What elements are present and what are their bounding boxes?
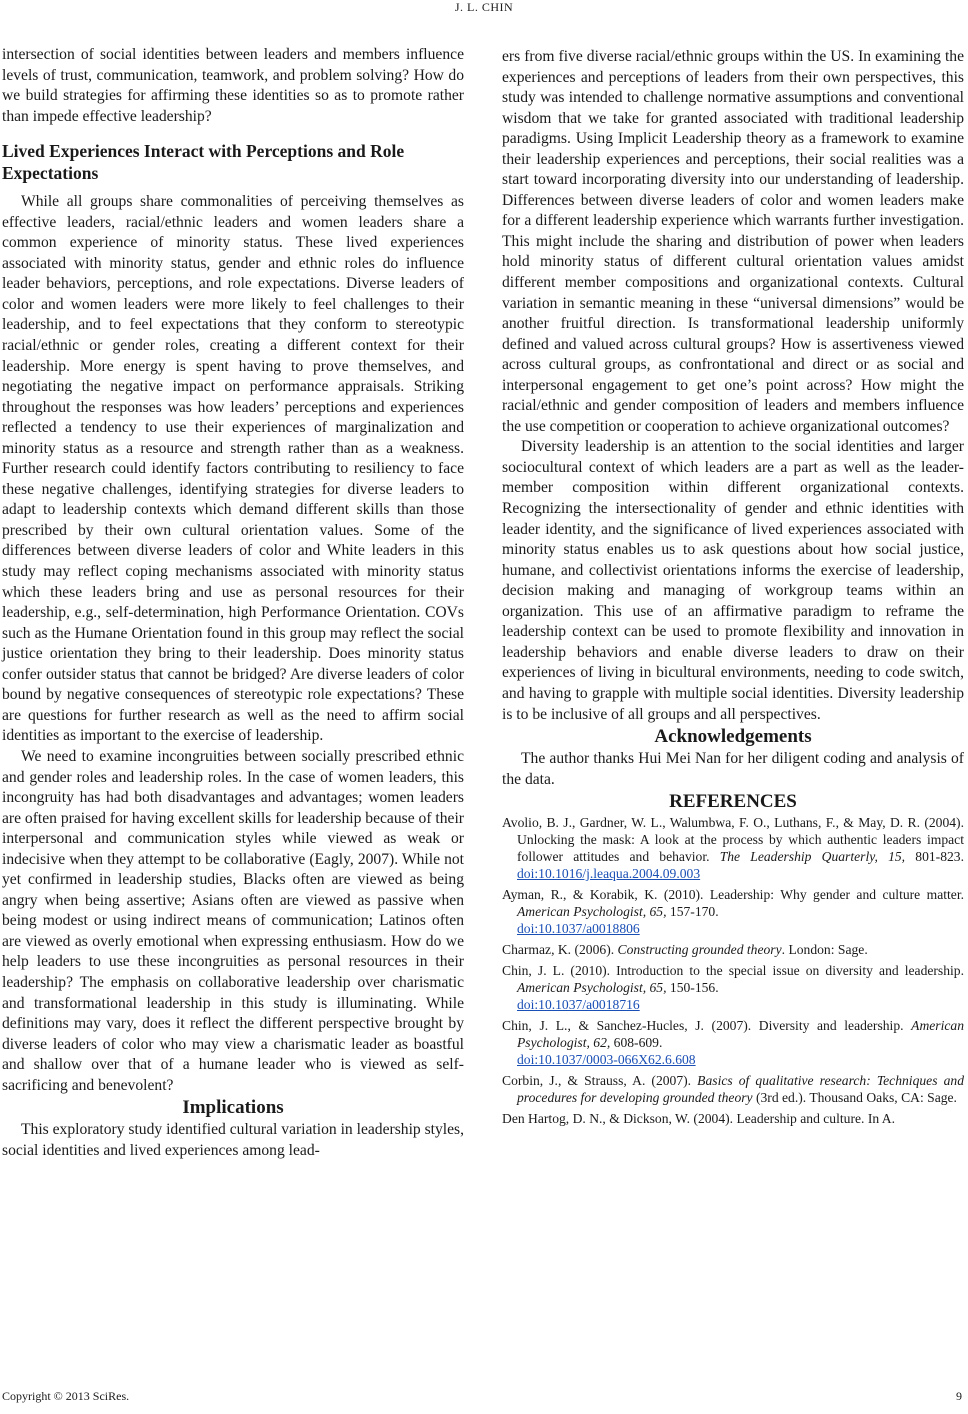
reference-item: Ayman, R., & Korabik, K. (2010). Leadership: Why gender and culture matter. American Psychologist, 65, 157-170. doi:10.1037/a0018806 [502,887,964,937]
doi-link[interactable]: doi:10.1037/a0018806 [517,921,640,937]
body-paragraph: ers from five diverse racial/ethnic groups within the US. In examining the experiences and perceptions of leaders from their own perspectives, this study was intended to challenge normative assumptions and conventional wisdom that we take for granted associated with traditional leadership paradigms. Using Implicit Leadership theory as a framework to examine their leadership experiences and perceptions, their social realities was a start toward incorporating diversity into our understanding of leadership. Differences between diverse leaders of color and women leaders make for a different leadership experience which warrants further investigation. This might include the sharing and distribution of power when leaders hold minority status of different cultural orientation values amidst different member compositions and organizational contexts. Cultural variation in semantic meaning in these “universal dimensions” would be another fruitful direction. Is transformational leadership uniformly defined and valued across cultural groups? How is assertiveness viewed across cultural groups, as confrontational and direct or as social and interpersonal engagement to get one’s point across? How might the racial/ethnic and gender composition of leaders and members influence the use competition or cooperation to achieve organizational outcomes? [502,48,964,435]
reference-list [502,814,964,1127]
doi-link[interactable]: doi:10.1037/0003-066X62.6.608 [517,1052,696,1068]
implications-paragraph: This exploratory study identified cultural variation in leadership styles, social identities and lived experiences among lead- [2,1121,465,1159]
body-paragraph: While all groups share commonalities of perceiving themselves as effective leaders, racial/ethnic leaders and women leaders share a common experience of minority status. These lived experiences associated with minority status, gender and ethnic roles do influence leader behaviors, perceptions, and role expectations. Diverse leaders of color and women leaders were more likely to feel challenges to their leadership, and to feel expectations that they conform to stereotypic racial/ethnic or gender roles, creating a different context for their leadership. More energy is spent having to prove themselves, and negotiating the negative impact on performance appraisals. Striking throughout the responses was how leaders’ perceptions and experiences reflected a tendency to use their experiences of marginalization and minority status as a resource and strength rather than as a weakness. Further research could identify factors contributing to resiliency to face these negative challenges, identifying strategies for diverse leaders to adapt to leadership contexts which demand different skills than those prescribed by their own cultural orientation values. Some of the differences between diverse leaders of color and White leaders in this study may reflect coping mechanisms associated with minority status which these leaders bring and use as personal resources for their leadership, e.g., self-determination, high Performance Orientation. COVs such as the Humane Orientation found in this group may reflect the social justice orientation they bring to their leadership. Does minority status confer outsider status that cannot be bridged? Are diverse leaders of color bound by negative consequences of stereotypic role expectations? These are questions for further research as well as the need to affirm social identities as important to the exercise of leadership. [2,193,464,745]
doi-link[interactable]: doi:10.1016/j.leaqua.2004.09.003 [517,866,701,882]
reference-item: Corbin, J., & Strauss, A. (2007). Basics of qualitative research: Techniques and procedures for developing grounded theory (3rd ed.). Thousand Oaks, CA: Sage. [502,1073,964,1106]
doi-link[interactable]: doi:10.1037/a0018716 [517,997,640,1013]
copyright-notice: Copyright © 2013 SciRes. [2,1389,130,1403]
left-column [2,45,464,1161]
intro-paragraph: intersection of social identities between leaders and members influence levels of trust, communication, teamwork, and problem solving? How do we build strategies for affirming these identities so as to promote rather than impede effective leadership? [2,46,464,125]
acknowledgements-text: The author thanks Hui Mei Nan for her diligent coding and analysis of the data. [502,750,964,788]
reference-item: Avolio, B. J., Gardner, W. L., Walumbwa, F. O., Luthans, F., & May, D. R. (2004). Unlocking the mask: A look at the process by which authentic leaders impact follower attitudes and behavior. The Leadership Quarterly, 15, 801-823. doi:10.1016/j.leaqua.2004.09.003 [502,815,964,882]
references-heading: REFERENCES [669,791,797,813]
body-paragraph: We need to examine incongruities between socially prescribed ethnic and gender roles and leadership roles. In the case of women leaders, this incongruity has had both disadvantages and advantages; women leaders are often praised for having excellent skills for leadership because of their interpersonal and communication styles while viewed as weak or indecisive when they attempt to be collaborative (Eagly, 2007). While not yet confirmed in leadership studies, Blacks often are viewed as being angry when being assertive; Asians often are viewed as passive when being modest or using indirect means of communication; Latinos often are viewed as overly emotional when expressing enthusiasm. How do we help leaders to use these incongruities as personal resources in their leadership? The emphasis on collaborative leadership over charismatic and transformational leadership in this study is illuminating. While definitions may vary, does it reflect the different perspective brought by diverse leaders of color who may view a charismatic leader as boastful and shallow over that of a humane leader who is viewed as self-sacrificing and benevolent? [2,747,464,1094]
reference-item: Chin, J. L., & Sanchez-Hucles, J. (2007). Diversity and leadership. American Psychologist, 62, 608-609. doi:10.1037/0003-066X62.6.608 [502,1018,964,1068]
reference-item: Chin, J. L. (2010). Introduction to the special issue on diversity and leadership. American Psychologist, 65, 150-156. doi:10.1037/a0018716 [502,963,964,1013]
right-column [502,47,964,1131]
reference-item: Den Hartog, D. N., & Dickson, W. (2004). Leadership and culture. In A. [502,1111,896,1127]
running-head: J. L. CHIN [454,0,514,14]
section-heading: Lived Experiences Interact with Perceptions and Role Expectations [2,141,405,184]
acknowledgements-heading: Acknowledgements [654,726,812,748]
body-paragraph: Diversity leadership is an attention to the social identities and larger sociocultural context of which leaders are a part as well as the leader-member composition within different organizational contexts. Recognizing the intersectionality of gender and ethnic identities with leader identity, and the significance of lived experiences associated with minority status enables us to ask questions about how social justice, humane, and collectivist orientations informs the exercise of leadership, decision making and managing of workgroup teams within an organization. This use of an affirmative paradigm to reframe the leadership context can be used to promote flexibility and innovation in leadership behaviors and enable diverse leaders to draw on their experiences of living in bicultural environments, needing to code switch, and having to grapple with multiple social identities. Diversity leadership is to be inclusive of all groups and all perspectives. [502,438,964,723]
implications-heading: Implications [182,1097,284,1119]
page-number: 9 [956,1389,962,1403]
reference-item: Charmaz, K. (2006). Constructing grounded theory. London: Sage. [502,942,868,958]
